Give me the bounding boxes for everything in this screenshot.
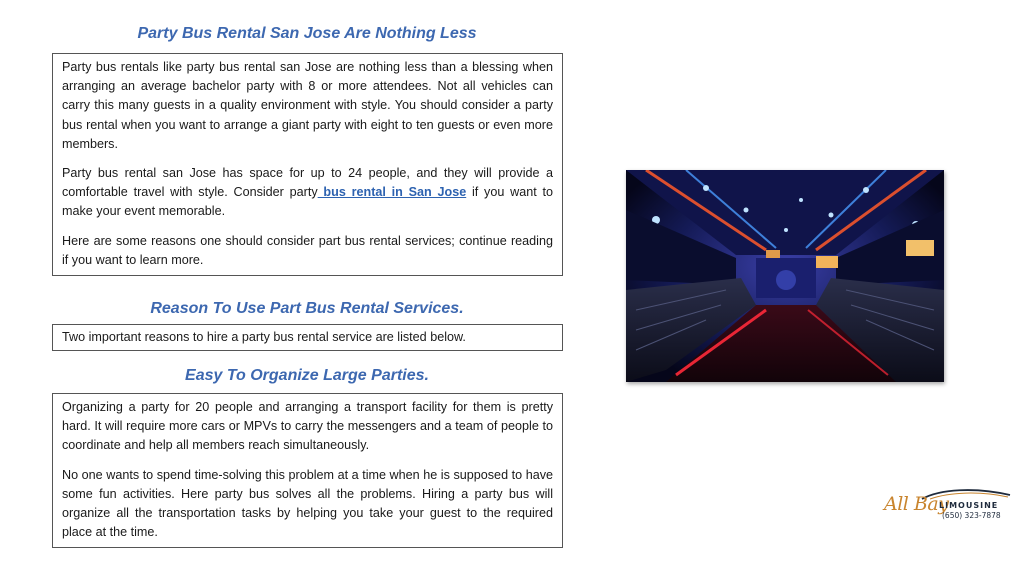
section-heading-party-bus: Party Bus Rental San Jose Are Nothing Less <box>137 25 477 42</box>
bus-rental-san-jose-link[interactable]: bus rental in San Jose <box>317 185 467 200</box>
section-heading-large-parties: Easy To Organize Large Parties. <box>185 367 429 384</box>
intro-text-box <box>52 53 563 276</box>
logo-word-text: LIMOUSINE <box>939 501 999 510</box>
section-heading-reasons: Reason To Use Part Bus Rental Services. <box>150 300 464 317</box>
intro-paragraph-2-end: if you want to make your event memorable. <box>62 185 553 219</box>
logo-phone-number: (650) 323-7878 <box>942 511 1001 520</box>
party-bus-interior-photo <box>626 170 944 382</box>
intro-paragraph-3: Here are some reasons one should consider part bus rental services; continue reading if you want to learn more. <box>62 233 553 267</box>
large-parties-text-box <box>52 393 563 548</box>
large-parties-paragraph-2: No one wants to spend time-solving this problem at a time when he is supposed to have some fun activities. Here party bus solves all the problems. Hiring a party bus will organize all the transportation tasks by helping you take your guest to the required place at the time. <box>62 467 553 540</box>
logo-script-text: All Bay <box>884 493 949 515</box>
reasons-paragraph: Two important reasons to hire a party bus rental service are listed below. <box>62 330 466 344</box>
reasons-text-box <box>52 324 563 351</box>
intro-paragraph-2 <box>62 164 553 222</box>
all-bay-limousine-logo <box>884 487 1012 527</box>
intro-paragraph-1: Party bus rentals like party bus rental san Jose are nothing less than a blessing when arranging an average bachelor party with 8 or more attendees. Not all vehicles can carry this many guests in a quality environment with style. You should consider a party bus rental when you want to arrange a giant party with eight to ten guests or even more members. <box>62 60 553 151</box>
intro-paragraph-2-start: Party bus rental san Jose has space for up to 24 people, and they will provide a comfortable travel with style. Consider party <box>62 166 553 200</box>
large-parties-paragraph-1: Organizing a party for 20 people and arranging a transport facility for them is pretty hard. It will require more cars or MPVs to carry the messengers and a team of people to coordinate and help all members reach simultaneously. <box>62 400 553 453</box>
